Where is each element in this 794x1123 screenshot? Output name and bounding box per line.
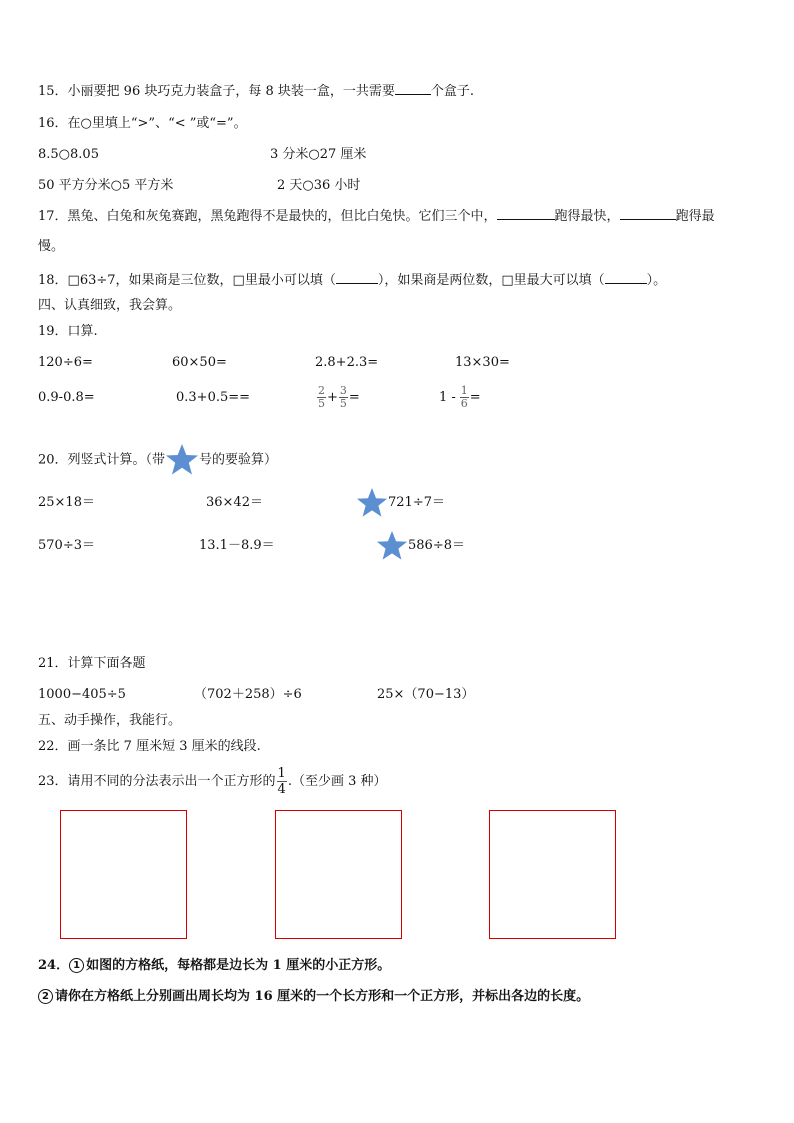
q19-item-2: 60×50= bbox=[172, 355, 227, 370]
q17-text: 17．黑兔、白兔和灰兔赛跑，黑兔跑得不是最快的，但比白兔快。它们三个中， bbox=[38, 209, 497, 224]
q21-item-1: 1000−405÷5 bbox=[38, 687, 126, 702]
q18-text: 18．□63÷7，如果商是三位数，□里最小可以填（ bbox=[38, 273, 336, 288]
q24-text-1: 如图的方格纸，每格都是边长为 1 厘米的小正方形。 bbox=[86, 958, 391, 973]
q16-item-4: 2 天○36 小时 bbox=[277, 178, 361, 193]
q21-title: 21．计算下面各题 bbox=[38, 656, 146, 671]
q20-item-3 bbox=[356, 486, 445, 520]
q19-title: 19．口算. bbox=[38, 324, 98, 339]
q20-item-2: 36×42＝ bbox=[206, 495, 263, 510]
question-23 bbox=[38, 764, 387, 800]
q16-item-1: 8.5○8.05 bbox=[38, 147, 99, 162]
circled-number-2: 2 bbox=[38, 989, 53, 1004]
q21-item-3: 25×（70−13） bbox=[377, 687, 475, 702]
drawing-square-1[interactable] bbox=[60, 810, 187, 939]
q16-item-3: 50 平方分米○5 平方米 bbox=[38, 178, 174, 193]
drawing-square-2[interactable] bbox=[275, 810, 402, 939]
q17-text-fastest: 跑得最快， bbox=[554, 209, 620, 224]
q17-text-slowest: 跑得最 bbox=[675, 209, 715, 224]
q15-text-end: 个盒子. bbox=[430, 84, 475, 99]
q20-title-end: 号的要验算） bbox=[199, 452, 278, 468]
q23-fraction-1-4: $\frac{1}{4}$ bbox=[277, 766, 286, 797]
q19-fraction-2-5: $\frac{2}{5}$ bbox=[318, 384, 325, 410]
q19-one-minus: 1 - bbox=[439, 390, 456, 405]
circled-number-1: 1 bbox=[69, 958, 84, 973]
q23-text: 23．请用不同的分法表示出一个正方形的 bbox=[38, 774, 276, 789]
q18-blank-max[interactable] bbox=[605, 271, 647, 284]
q17-blank-slowest[interactable] bbox=[620, 207, 676, 220]
q19-item-3: 2.8+2.3= bbox=[315, 355, 379, 370]
q21-item-2: （702＋258）÷6 bbox=[194, 687, 302, 702]
q24-number: 24． bbox=[38, 958, 70, 973]
question-22: 22．画一条比 7 厘米短 3 厘米的线段. bbox=[38, 739, 261, 754]
q19-equals-2: = bbox=[469, 390, 481, 405]
q15-number: 15． bbox=[38, 84, 68, 99]
q19-item-1: 120÷6= bbox=[38, 355, 93, 370]
q20-title bbox=[38, 443, 277, 478]
star-icon bbox=[165, 443, 199, 477]
q20-title-text: 20．列竖式计算。（带 bbox=[38, 452, 166, 468]
q17-line2: 慢。 bbox=[38, 239, 65, 254]
question-17-line1 bbox=[38, 207, 715, 226]
q19-fraction-3-5: $\frac{3}{5}$ bbox=[339, 384, 347, 410]
question-15 bbox=[38, 82, 474, 101]
question-18 bbox=[38, 271, 666, 290]
star-icon bbox=[356, 487, 388, 519]
q19-item-7 bbox=[316, 381, 360, 415]
q23-text-end: .（至少画 3 种） bbox=[287, 774, 387, 789]
section-4-heading: 四、认真细致，我会算。 bbox=[38, 298, 182, 313]
q19-item-8 bbox=[439, 381, 481, 415]
q15-text: 小丽要把 96 块巧克力装盒子，每 8 块装一盒，一共需要 bbox=[67, 84, 395, 99]
q20-item-3-text: 721÷7＝ bbox=[388, 495, 445, 510]
q19-fraction-1-6: $\frac{1}{6}$ bbox=[460, 384, 468, 410]
q16-item-2: 3 分米○27 厘米 bbox=[270, 147, 367, 162]
drawing-square-3[interactable] bbox=[489, 810, 616, 939]
q20-item-6 bbox=[376, 529, 465, 563]
q24-line1 bbox=[38, 957, 390, 975]
q24-text-2: 请你在方格纸上分别画出周长均为 16 厘米的一个长方形和一个正方形，并标出各边的长度。 bbox=[55, 989, 590, 1004]
q19-item-6: 0.3+0.5== bbox=[176, 390, 251, 405]
q16-title: 16．在○里填上“>”、“< ”或“=”。 bbox=[38, 116, 247, 131]
section-5-heading: 五、动手操作，我能行。 bbox=[38, 713, 182, 728]
q19-plus: + bbox=[327, 390, 338, 405]
q20-item-1: 25×18＝ bbox=[38, 495, 95, 510]
q24-line2 bbox=[38, 988, 589, 1006]
q19-item-4: 13×30= bbox=[455, 355, 510, 370]
q19-item-5: 0.9-0.8= bbox=[38, 390, 95, 405]
q20-item-5: 13.1－8.9＝ bbox=[199, 538, 275, 553]
q20-item-4: 570÷3＝ bbox=[38, 538, 95, 553]
q18-blank-min[interactable] bbox=[336, 271, 378, 284]
q19-equals: = bbox=[348, 390, 360, 405]
q17-blank-fastest[interactable] bbox=[497, 207, 555, 220]
q18-text-mid: ），如果商是两位数，□里最大可以填（ bbox=[377, 273, 605, 288]
q20-item-6-text: 586÷8＝ bbox=[408, 538, 465, 553]
star-icon bbox=[376, 530, 408, 562]
q15-answer-blank[interactable] bbox=[395, 82, 431, 95]
q18-text-end: ）。 bbox=[646, 273, 667, 288]
